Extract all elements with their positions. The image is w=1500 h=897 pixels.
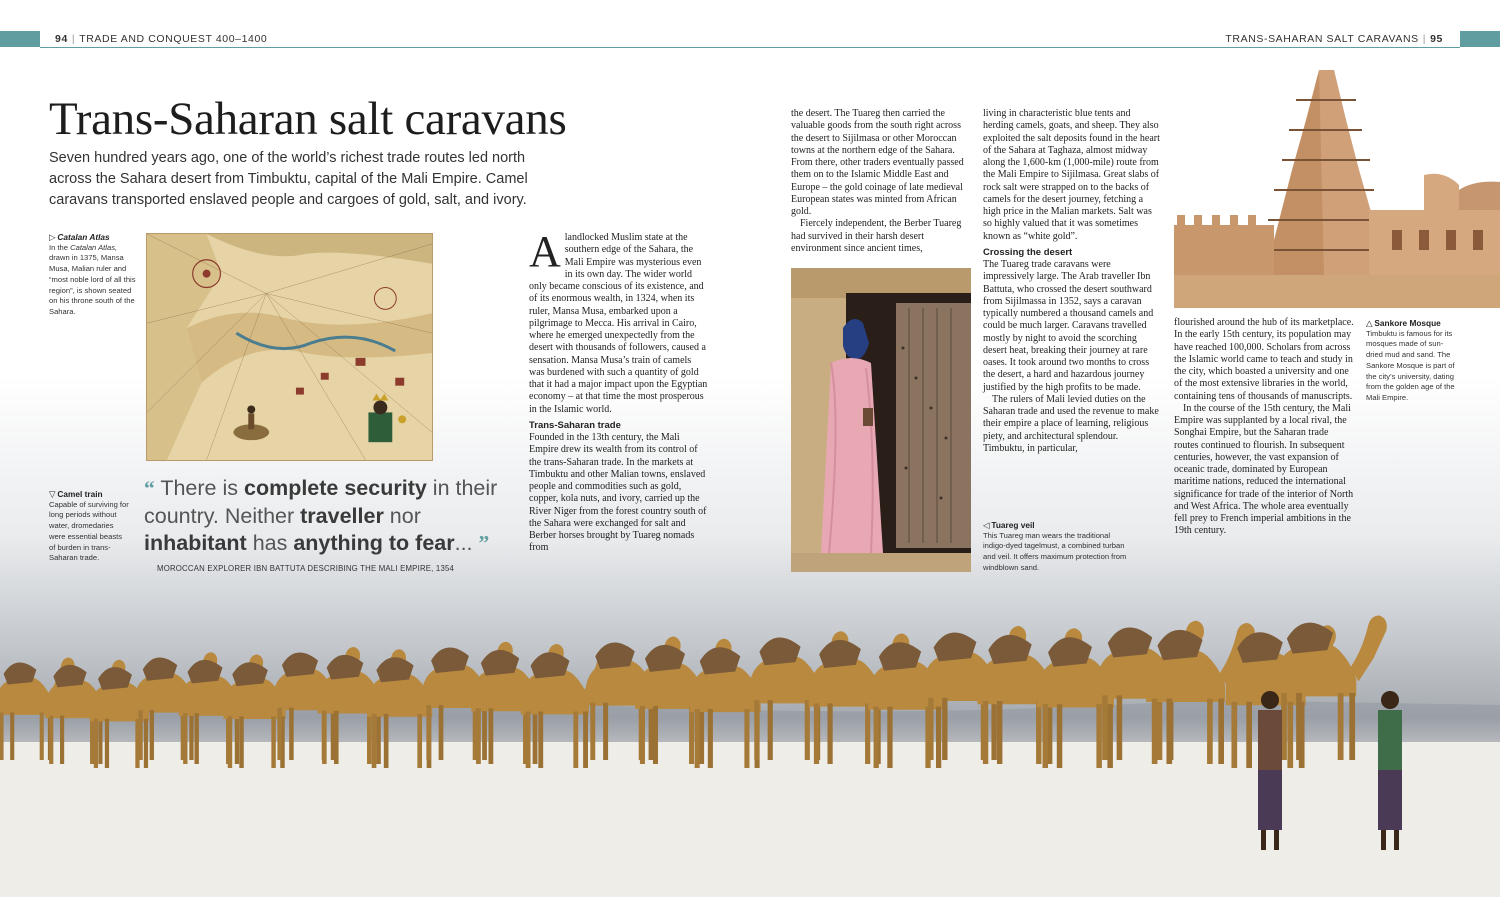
- caption-arrow-icon: △: [1366, 318, 1373, 328]
- body-paragraph: The rulers of Mali levied duties on the Saharan trade and used the revenue to make their empire a place of learning, religious piety, and architectural splendour. Timbuktu, in particular,: [983, 393, 1159, 454]
- article-title: Trans-Saharan salt caravans: [49, 93, 567, 145]
- pull-quote: “ There is complete security in their country. Neither traveller nor inhabitant has anything to fear... ”: [144, 476, 498, 555]
- body-paragraph: Founded in the 13th century, the Mali Empire drew its wealth from its control of the trans-Saharan trade. In the markets at Timbuktu and other Malian towns, enslaved people and commodities such as gold, copper, kola nuts, and ivory, carried up the River Niger from the forest country south of the Sahara were exchanged for salt and Berber horses brought by Tuareg nomads from: [529, 432, 707, 554]
- drop-cap: A: [529, 227, 561, 276]
- tuareg-man-photo: [791, 268, 971, 572]
- sankore-mosque-photo: [1174, 60, 1500, 308]
- body-paragraph: The Tuareg trade caravans were impressively large. The Arab traveller Ibn Battuta, who crossed the desert southward from Sijilmassa in 1352, says a caravan typically numbered a thousand camels and could be much larger. Caravans travelled mostly by night to avoid the scorching desert heat, breaking their journey at rare oases. It took around two months to cross the desert, a hard and hazardous journey justified by the high profits to be made.: [983, 259, 1154, 393]
- caption-title: ▽ Camel train: [49, 489, 103, 499]
- quote-attribution: MOROCCAN EXPLORER IBN BATTUTA DESCRIBING THE MALI EMPIRE, 1354: [157, 564, 455, 573]
- caption-arrow-icon: ▷: [49, 232, 56, 242]
- running-header-left: [55, 33, 267, 45]
- caption-title: ▷ Catalan Atlas: [49, 232, 110, 242]
- caption-camel-train: ▽ Camel train Capable of surviving for long periods without water, dromedaries were essential beasts of burden in trans-Saharan trade.: [49, 489, 129, 563]
- catalan-atlas-image: [146, 233, 433, 461]
- body-paragraph: Fiercely independent, the Berber Tuareg had survived in their harsh desert environment since ancient times,: [791, 218, 962, 254]
- header-color-tab-left: [0, 31, 40, 47]
- body-column-2: [791, 108, 971, 255]
- body-column-1: [529, 227, 709, 555]
- caption-arrow-icon: ▽: [49, 489, 56, 499]
- body-paragraph: In the course of the 15th century, the Mali Empire was supplanted by a local rival, the Songhai Empire, but the Saharan trade routes continued to flourish. In subsequent centuries, however, the vast expansion of oceanic trade, dominated by European maritime nations, reduced the international significance for trade of the interior of North and West Africa. The whole area eventually fell prey to French imperial ambitions in the 19th century.: [1174, 402, 1354, 537]
- running-header-right: [1225, 33, 1443, 45]
- caption-title: ◁ Tuareg veil: [983, 520, 1035, 530]
- header-separator: |: [1422, 33, 1427, 45]
- header-rule: [40, 47, 1460, 48]
- caption-catalan-atlas: ▷ Catalan Atlas In the Catalan Atlas, drawn in 1375, Mansa Musa, Malian ruler and “most noble lord of all this region”, is shown seated on his throne south of the Sahara.: [49, 232, 139, 318]
- body-column-3: [983, 108, 1161, 455]
- page-number-left: 94: [55, 33, 68, 45]
- body-paragraph: Alandlocked Muslim state at the southern edge of the Sahara, the Mali Empire was mysterious even in its own day. The wider world only became conscious of its existence, and of its enormous wealth, in 1324, when its ruler, Mansa Musa, embarked upon a pilgrimage to Mecca. His arrival in Cairo, where he emerged unexpectedly from the desert with thousands of followers, caused a sensation. Mansa Musa’s train of camels was burdened with such a quantity of gold that it had a major impact upon the Egyptian economy – at that time the most prosperous in the Islamic world.: [529, 227, 708, 415]
- caption-sankore-mosque: △ Sankore Mosque Timbuktu is famous for its mosques made of sun-dried mud and sand. The Sankore Mosque is part of the city’s university, dating from the golden age of the Mali Empire.: [1366, 318, 1455, 402]
- body-column-4: [1174, 317, 1354, 538]
- article-intro: Seven hundred years ago, one of the world’s richest trade routes led north across the Sahara desert from Timbuktu, capital of the Mali Empire. Camel caravans transported enslaved people and cargoes of gold, salt, and ivory.: [49, 150, 528, 208]
- body-paragraph: flourished around the hub of its marketplace. In the early 15th century, its population may have reached 100,000. Scholars from across the Islamic world came to teach and study in the city, which boasted a university and one of the most extensive libraries in the world, containing tens of thousands of manuscripts.: [1174, 317, 1354, 402]
- caption-tuareg-veil: ◁ Tuareg veil This Tuareg man wears the traditional indigo-dyed tagelmust, a combined turban and veil. It offers maximum protection from windblown sand.: [983, 520, 1133, 574]
- page-number-right: 95: [1430, 33, 1443, 45]
- close-quote-mark: ”: [478, 531, 490, 555]
- body-paragraph: living in characteristic blue tents and herding camels, goats, and sheep. They also exploited the salt deposits found in the heart of the Sahara at Taghaza, almost midway along the 1,600-km (1,000-mile) route from the Mali Empire to Sijilmasa. Great slabs of rock salt were strapped on to the backs of camels for the desert journey, fetching a high price in the Malian markets. Salt was so highly valued that it was sometimes known as “white gold”.: [983, 108, 1160, 242]
- section-title-left: TRADE AND CONQUEST 400–1400: [79, 33, 268, 45]
- subheading: Trans-Saharan trade: [529, 419, 621, 431]
- open-quote-mark: “: [144, 476, 155, 500]
- caption-title: △ Sankore Mosque: [1366, 318, 1441, 328]
- herder-figure: [1258, 691, 1282, 850]
- header-separator: |: [71, 33, 76, 45]
- caption-arrow-icon: ◁: [983, 520, 990, 530]
- section-title-right: TRANS-SAHARAN SALT CARAVANS: [1225, 33, 1419, 45]
- herder-figure: [1378, 691, 1402, 850]
- header-color-tab-right: [1460, 31, 1500, 47]
- subheading: Crossing the desert: [983, 246, 1073, 258]
- body-paragraph: the desert. The Tuareg then carried the valuable goods from the south right across the desert to Sijilmasa or other Moroccan towns at the northern edge of the Sahara. From there, other traders eventually passed them on to the Islamic Middle East and Europe – the gold coinage of late medieval European states was minted from African gold.: [791, 108, 964, 217]
